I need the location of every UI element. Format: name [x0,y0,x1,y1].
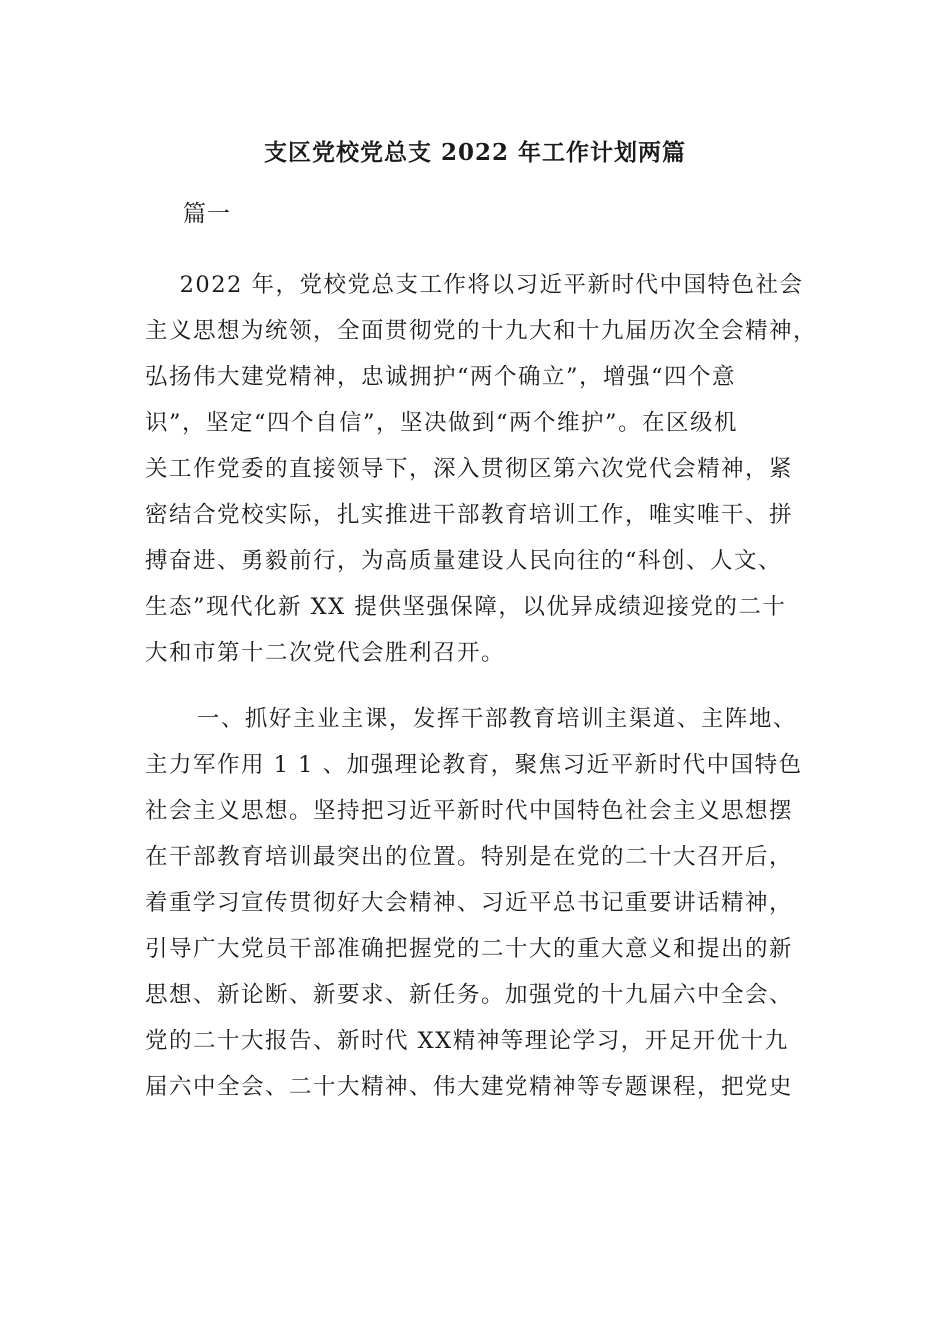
text-line: 着重学习宣传贯彻好大会精神、习近平总书记重要讲话精神， [145,890,794,916]
text-line: 弘扬伟大建党精神，忠诚拥护“两个确立”，增强“四个意 [145,364,737,390]
text-line: 主义思想为统领，全面贯彻党的十九大和十九届历次全会精神， [145,318,818,344]
text-line: 主力军作用 1 1 、加强理论教育，聚焦习近平新时代中国特色 [145,752,803,778]
paragraph-2 [145,696,805,1110]
text-line: 生态”现代化新 XX 提供坚强保障，以优异成绩迎接党的二十 [145,594,787,620]
text-line: 引导广大党员干部准确把握党的二十大的重大意义和提出的新 [145,936,794,962]
text-line: 大和市第十二次党代会胜利召开。 [145,640,506,666]
text-line: 社会主义思想。坚持把习近平新时代中国特色社会主义思想摆 [145,798,794,824]
text-line: 届六中全会、二十大精神、伟大建党精神等专题课程，把党史 [145,1074,794,1100]
text-line: 识”，坚定“四个自信”，坚决做到“两个维护”。在区级机 [145,410,739,436]
text-line: 密结合党校实际，扎实推进干部教育培训工作，唯实唯干、拼 [145,502,794,528]
paragraph-1 [145,262,818,676]
text-line: 搏奋进、勇毅前行，为高质量建设人民向往的“科创、人文、 [145,548,783,574]
text-line: 一、抓好主业主课，发挥干部教育培训主渠道、主阵地、 [145,706,797,732]
text-line: 党的二十大报告、新时代 XX精神等理论学习，开足开优十九 [145,1028,789,1054]
text-line: 关工作党委的直接领导下，深入贯彻区第六次党代会精神，紧 [145,456,794,482]
document-title: 支区党校党总支 2022 年工作计划两篇 [263,139,687,166]
text-line: 2022 年，党校党总支工作将以习近平新时代中国特色社会 [145,272,804,298]
text-line: 在干部教育培训最突出的位置。特别是在党的二十大召开后， [145,844,794,870]
text-line: 思想、新论断、新要求、新任务。加强党的十九届六中全会、 [145,982,794,1008]
section-label: 篇一 [183,201,231,227]
